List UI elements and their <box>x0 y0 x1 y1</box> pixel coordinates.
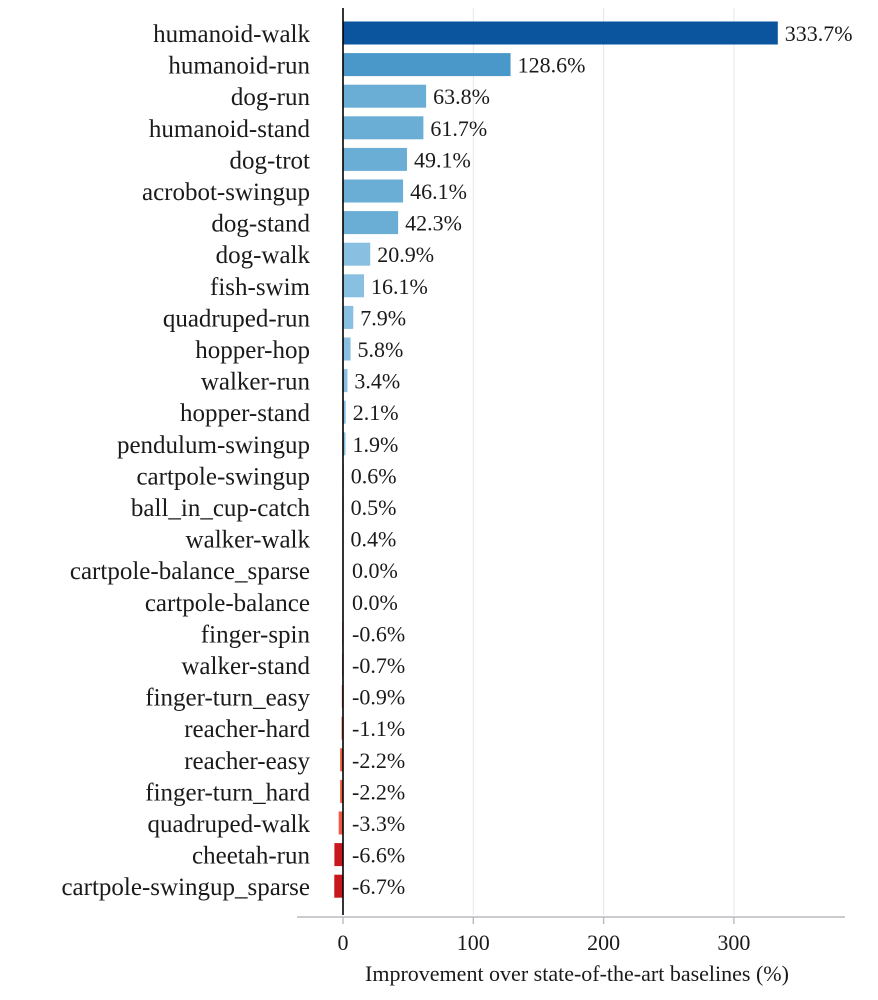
x-tick-label: 200 <box>587 930 621 955</box>
value-label: -0.6% <box>352 621 406 647</box>
category-label: hopper-stand <box>179 400 310 428</box>
bar <box>343 180 403 203</box>
value-label: 61.7% <box>430 115 488 141</box>
bar <box>343 116 423 139</box>
value-label: 0.4% <box>350 526 397 552</box>
category-label: humanoid-walk <box>153 21 310 48</box>
value-label: -2.2% <box>352 779 406 805</box>
category-label: humanoid-stand <box>148 115 310 143</box>
category-label: cheetah-run <box>192 842 310 870</box>
category-label: cartpole-swingup <box>136 463 310 491</box>
gridlines <box>473 8 734 915</box>
bar <box>343 243 370 266</box>
value-label: -2.2% <box>352 747 406 773</box>
value-label: 0.0% <box>352 558 398 584</box>
value-label: -6.6% <box>352 842 406 868</box>
category-label: finger-turn_hard <box>145 779 310 807</box>
bar <box>343 148 407 171</box>
value-label: 20.9% <box>377 242 435 268</box>
bar <box>343 338 351 361</box>
category-label: dog-walk <box>215 242 310 270</box>
category-label: humanoid-run <box>168 52 310 80</box>
category-label: walker-walk <box>185 526 310 554</box>
category-label: walker-run <box>200 368 310 396</box>
category-label: quadruped-run <box>162 305 310 333</box>
value-label: 5.8% <box>357 337 404 362</box>
value-label: 0.0% <box>352 589 398 615</box>
value-label: 7.9% <box>360 305 407 331</box>
value-label: -3.3% <box>352 811 406 836</box>
category-label: hopper-hop <box>195 337 310 364</box>
bar <box>343 306 353 329</box>
category-label: acrobot-swingup <box>141 179 310 206</box>
category-label: dog-trot <box>229 147 310 175</box>
value-label: 63.8% <box>433 84 490 110</box>
value-label: 42.3% <box>405 210 462 236</box>
value-label: 0.5% <box>350 495 397 520</box>
value-label: 46.1% <box>410 179 467 204</box>
bar <box>334 843 343 866</box>
category-label: ball_in_cup-catch <box>130 495 310 522</box>
bar <box>343 22 778 45</box>
value-label: 49.1% <box>413 147 471 173</box>
category-label: cartpole-swingup_sparse <box>61 874 310 902</box>
value-label: 0.6% <box>350 463 397 489</box>
x-axis-title: Improvement over state-of-the-art baselines (%) <box>365 961 789 986</box>
value-label: 2.1% <box>352 400 399 426</box>
x-tick-label: 0 <box>337 930 349 955</box>
value-label: -0.7% <box>352 653 406 678</box>
category-label: quadruped-walk <box>147 811 310 838</box>
value-label: 1.9% <box>352 431 399 457</box>
category-label: cartpole-balance_sparse <box>69 558 310 586</box>
category-label: fish-swim <box>210 273 310 301</box>
category-label: walker-stand <box>181 653 310 680</box>
category-label: finger-spin <box>200 621 310 649</box>
category-label: pendulum-swingup <box>116 431 310 459</box>
bar <box>343 274 364 297</box>
category-label: finger-turn_easy <box>145 684 310 712</box>
x-tick-label: 300 <box>717 930 751 955</box>
bar <box>334 875 343 898</box>
value-label: 333.7% <box>784 21 853 46</box>
value-label: -0.9% <box>352 684 406 710</box>
bar <box>343 85 426 108</box>
category-label: cartpole-balance <box>144 589 310 617</box>
value-label: -6.7% <box>352 874 406 900</box>
category-label: dog-stand <box>211 210 310 238</box>
value-label: 128.6% <box>517 52 586 78</box>
value-label: 3.4% <box>354 368 401 394</box>
category-label: reacher-hard <box>184 716 310 744</box>
x-tick-label: 100 <box>456 930 490 955</box>
value-label: -1.1% <box>352 716 406 742</box>
category-label: reacher-easy <box>184 747 310 775</box>
category-label: dog-run <box>230 84 310 112</box>
bar <box>343 53 511 76</box>
bar <box>343 211 398 234</box>
value-label: 16.1% <box>370 273 428 299</box>
